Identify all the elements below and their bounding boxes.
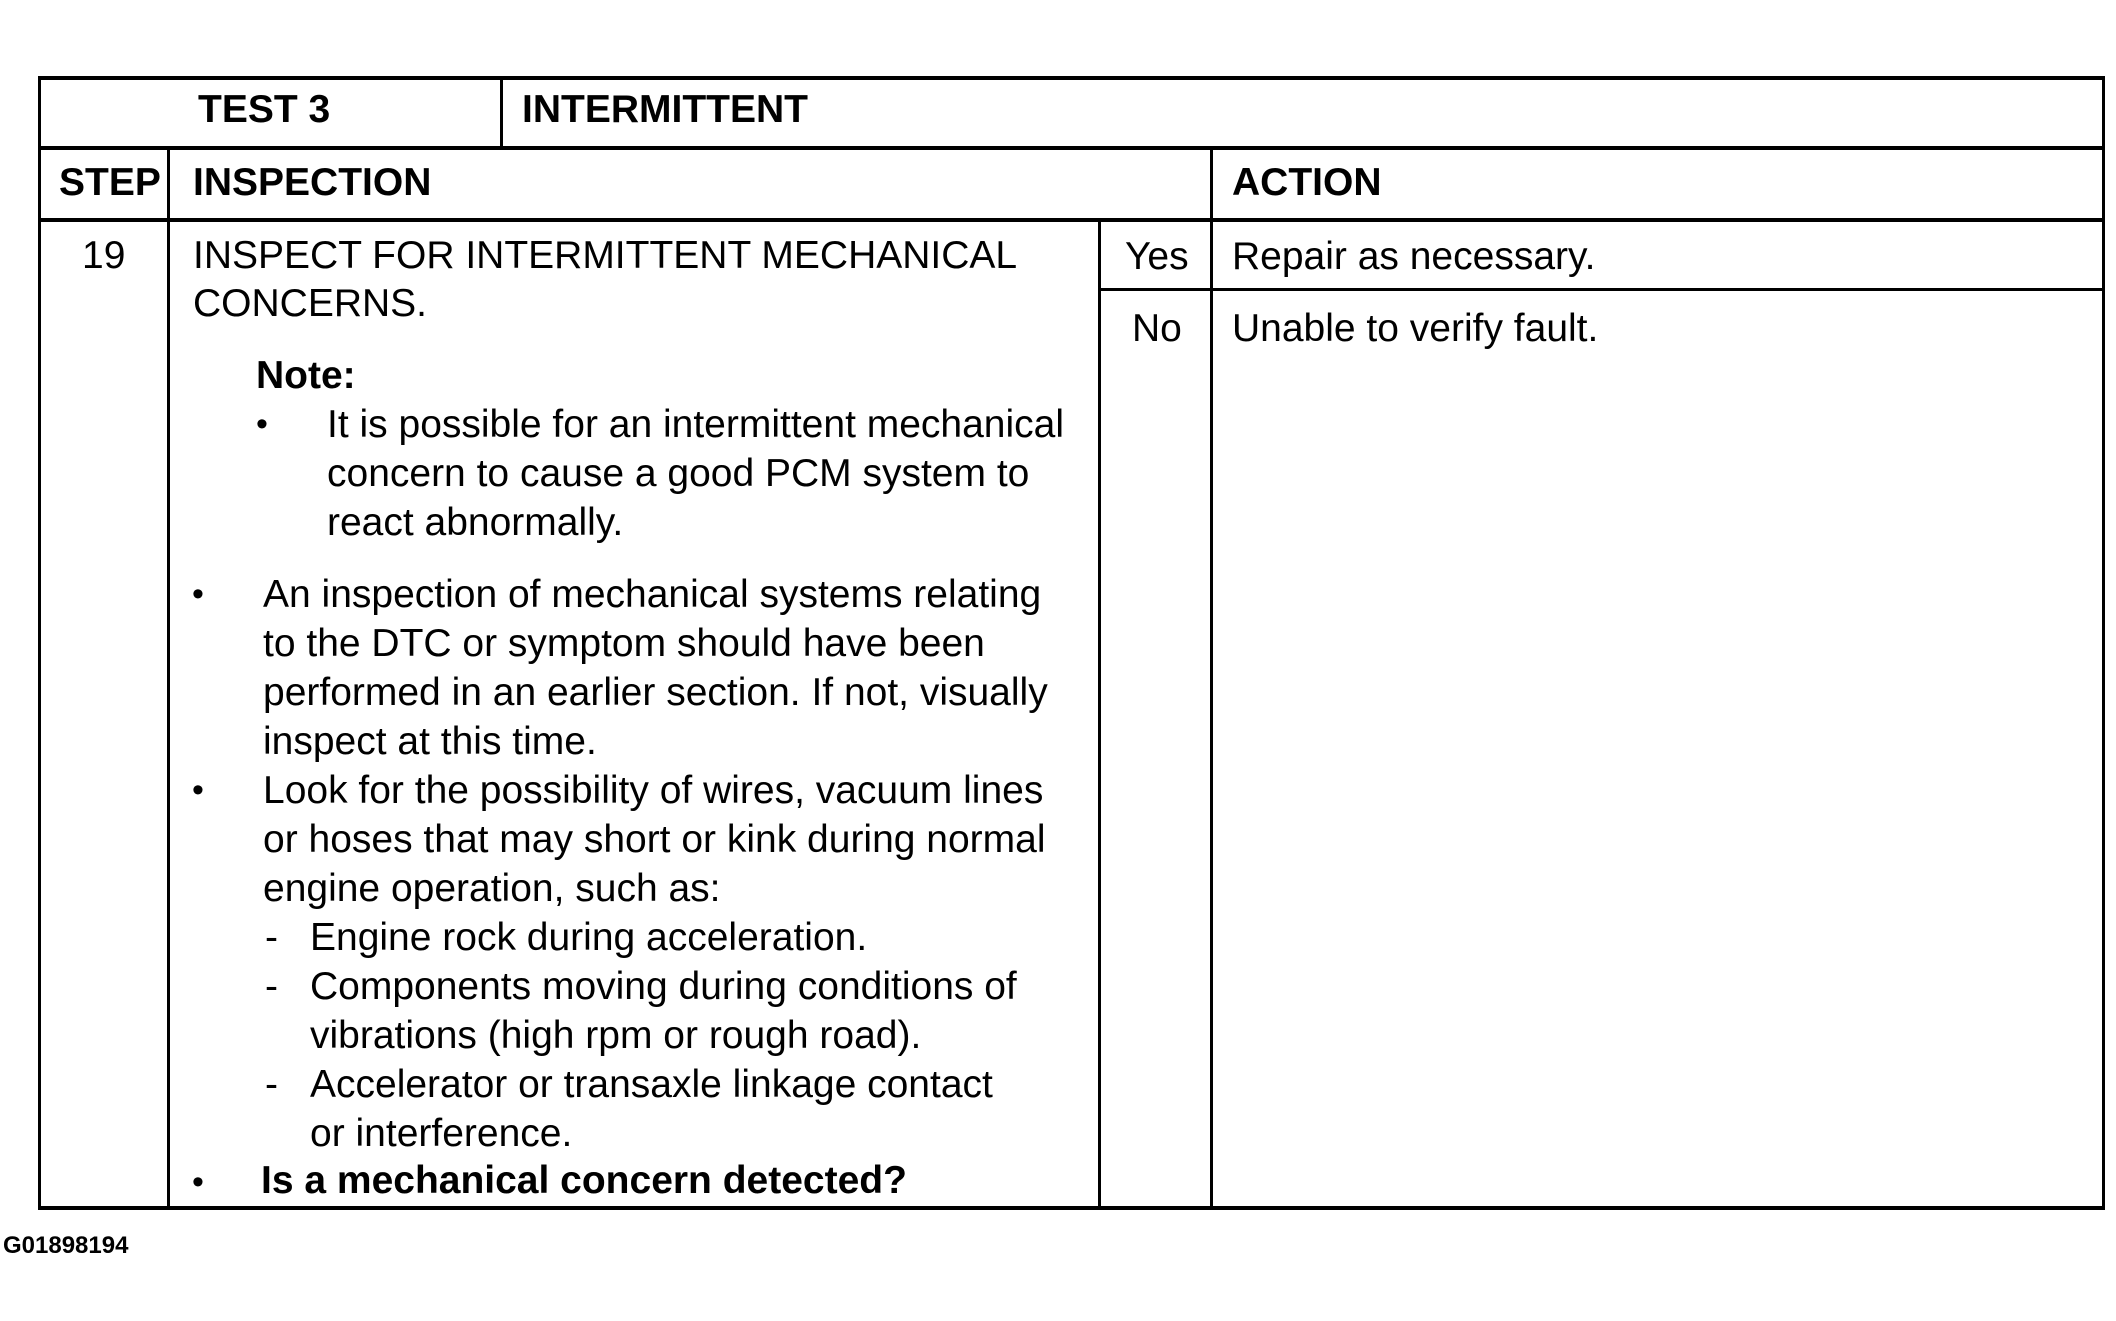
bullet-line: inspect at this time. [263,720,597,763]
inspection-title-line: INSPECT FOR INTERMITTENT MECHANICAL [193,234,1018,277]
step-column-divider [167,146,170,1210]
inspection-title-line: CONCERNS. [193,282,428,325]
header-divider [38,146,2105,150]
list-bullet: • [192,575,204,613]
note-bullet: • [256,405,268,443]
bullet-line: An inspection of mechanical systems relating [263,573,1042,616]
no-label: No [1132,307,1182,350]
test-label: TEST 3 [198,88,331,131]
inspection-question: Is a mechanical concern detected? [261,1159,907,1202]
sub-item-dash: - [265,916,278,959]
step-column-header: STEP [59,161,161,204]
table-top-border [38,76,2105,80]
sub-item-dash: - [265,1063,278,1106]
sub-item-line: Components moving during conditions of [310,965,1017,1008]
action-column-divider [1210,146,1213,1210]
sub-item-line: Accelerator or transaxle linkage contact [310,1063,993,1106]
yes-label: Yes [1125,235,1189,278]
bullet-line: performed in an earlier section. If not, visually [263,671,1048,714]
test-name-divider [500,76,503,148]
list-bullet: • [192,771,204,809]
bullet-line: to the DTC or symptom should have been [263,622,985,665]
bullet-line: or hoses that may short or kink during normal [263,818,1046,861]
yes-no-divider [1098,288,2105,291]
figure-id: G01898194 [3,1232,129,1259]
test-name: INTERMITTENT [522,88,808,131]
sub-item-dash: - [265,965,278,1008]
step-number: 19 [82,234,126,277]
sub-item-line: Engine rock during acceleration. [310,916,868,959]
table-left-border [38,76,41,1210]
bullet-line: engine operation, such as: [263,867,721,910]
note-line: react abnormally. [327,501,624,544]
list-bullet: • [192,1163,204,1201]
column-header-divider [38,218,2105,222]
yes-action: Repair as necessary. [1232,235,1596,278]
sub-item-line: vibrations (high rpm or rough road). [310,1014,922,1057]
note-line: It is possible for an intermittent mechanical [327,403,1065,446]
table-bottom-border [38,1206,2105,1210]
result-column-divider [1098,218,1101,1210]
sub-item-line: or interference. [310,1112,573,1155]
inspection-column-header: INSPECTION [193,161,432,204]
no-action: Unable to verify fault. [1232,307,1599,350]
bullet-line: Look for the possibility of wires, vacuum lines [263,769,1044,812]
note-label: Note: [256,354,356,397]
note-line: concern to cause a good PCM system to [327,452,1030,495]
table-right-border [2102,76,2105,1210]
action-column-header: ACTION [1232,161,1382,204]
